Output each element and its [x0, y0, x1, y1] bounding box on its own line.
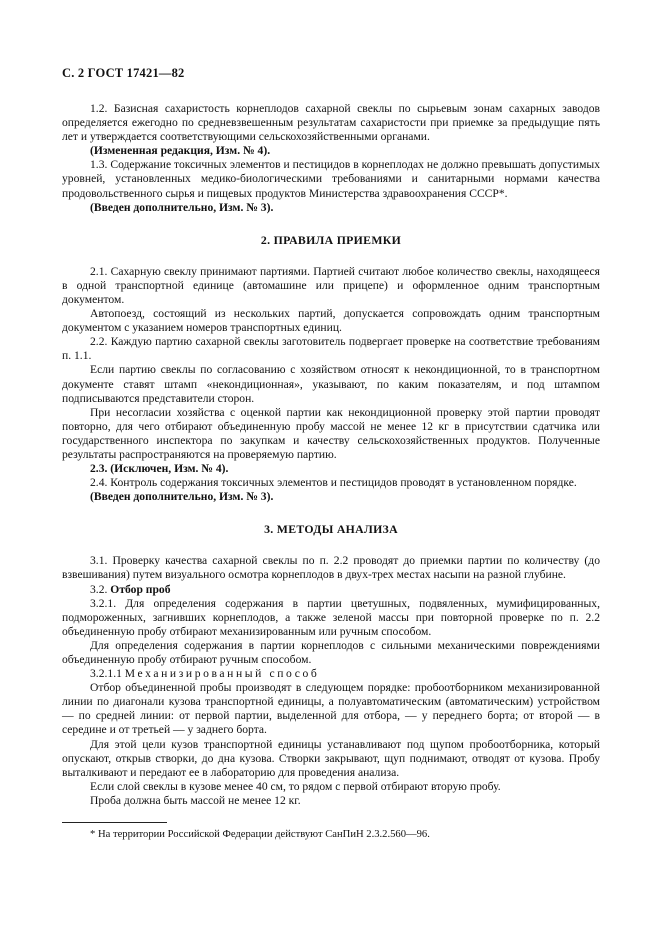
amendment-note: (Измененная редакция, Изм. № 4).: [90, 144, 271, 158]
paragraph-3-2-1-1-number: 3.2.1.1: [90, 667, 125, 681]
paragraph-3-2-1: 3.2.1. Для определения содержания в партии цветушных, подвяленных, мумифицированных, подмороженных, загнивших корнеплодов, а также зеленой массы при повторной проверке по п. 2.2 объединенную пробу отбирают механизированным или ручным способом.: [62, 596, 600, 638]
document-body: [62, 102, 600, 808]
paragraph-3-2-1-1-title: Механизированный способ: [124, 667, 320, 681]
paragraph-1-3: 1.3. Содержание токсичных элементов и пестицидов в корнеплодах не должно превышать допустимых уровней, установленных медико-биологическими требованиями и санитарными нормами качества продовольственного сырья и пищевых продуктов Министерства здравоохранения СССР*.: [62, 158, 600, 200]
footnote: * На территории Российской Федерации действуют СанПиН 2.3.2.560—96.: [90, 829, 430, 840]
paragraph-2-1-b: Автопоезд, состоящий из нескольких партий, допускается сопровождать одним транспортным документом с указанием номеров транспортных единиц.: [62, 307, 600, 335]
paragraph-3-2-title: Отбор проб: [110, 582, 171, 596]
amendment-note: (Введен дополнительно, Изм. № 3).: [90, 200, 274, 214]
page-header: С. 2 ГОСТ 17421—82: [62, 66, 185, 80]
footnote-divider: [62, 822, 167, 823]
paragraph-3-1: 3.1. Проверку качества сахарной свеклы по п. 2.2 проводят до приемки партии по количеству (до взвешивания) путем визуального осмотра корнеплодов в двух-трех местах насыпи на разной глубине.: [62, 554, 600, 582]
paragraph-2-2-b: Если партию свеклы по согласованию с хозяйством относят к некондиционной, то в транспортном документе ставят штамп «некондиционная», указывают, по каким показателям, и под штампом подписываются представители сторон.: [62, 363, 600, 405]
paragraph-3-2-1-1: [62, 667, 600, 681]
paragraph-2-3: 2.3. (Исключен, Изм. № 4).: [90, 462, 229, 476]
paragraph-2-2-c: При несогласии хозяйства с оценкой партии как некондиционной проверку этой партии проводят повторно, для чего отбирают объединенную пробу массой не менее 12 кг в присутствии сдатчика или государственного инспектора по закупкам и качеству сельскохозяйственных продуктов. Полученные результаты распространяются на проверяемую партию.: [62, 405, 600, 461]
paragraph-1-2: 1.2. Базисная сахаристость корнеплодов сахарной свеклы по сырьевым зонам сахарных заводов определяется ежегодно по средневзвешенным результатам сахаристости при приемке за предыдущие пять лет и утверждается соответствующими сельскохозяйственными органами.: [62, 102, 600, 144]
section-3-title: 3. МЕТОДЫ АНАЛИЗА: [264, 522, 398, 537]
paragraph-3-2-1-1-d: Проба должна быть массой не менее 12 кг.: [90, 793, 301, 807]
paragraph-2-1: 2.1. Сахарную свеклу принимают партиями. Партией считают любое количество свеклы, находящееся в одной транспортной единице (автомашине или прицепе) и оформленное одним транспортным документом.: [62, 264, 600, 306]
paragraph-3-2: [62, 583, 600, 597]
section-2-title: 2. ПРАВИЛА ПРИЕМКИ: [260, 232, 402, 247]
paragraph-2-4: 2.4. Контроль содержания токсичных элементов и пестицидов проводят в установленном порядке.: [90, 476, 577, 490]
amendment-note: (Введен дополнительно, Изм. № 3).: [90, 490, 274, 504]
paragraph-3-2-number: 3.2.: [90, 582, 111, 596]
paragraph-3-2-1-b: Для определения содержания в партии корнеплодов с сильными механическими повреждениями объединенную пробу отбирают ручным способом.: [62, 638, 600, 666]
paragraph-3-2-1-1-b: Для этой цели кузов транспортной единицы устанавливают под щупом пробоотборника, который опускают, открыв створки, до дна кузова. Створки закрывают, щуп поднимают, отводят от кузова. Пробу выталкивают и передают ее в лабораторию для проведения анализа.: [62, 737, 600, 779]
paragraph-3-2-1-1-a: Отбор объединенной пробы производят в следующем порядке: пробоотборником механизированной линии по диагонали кузова транспортной единицы, а полуавтоматическим (автоматическим) устройством — по средней линии: от первой партии, выделенной для отбора, — у переднего борта; от второй — в середине и от третьей — у заднего борта.: [62, 681, 600, 737]
paragraph-2-2: 2.2. Каждую партию сахарной свеклы заготовитель подвергает проверке на соответствие требованиям п. 1.1.: [62, 335, 600, 363]
paragraph-3-2-1-1-c: Если слой свеклы в кузове менее 40 см, то рядом с первой отбирают вторую пробу.: [90, 779, 501, 793]
